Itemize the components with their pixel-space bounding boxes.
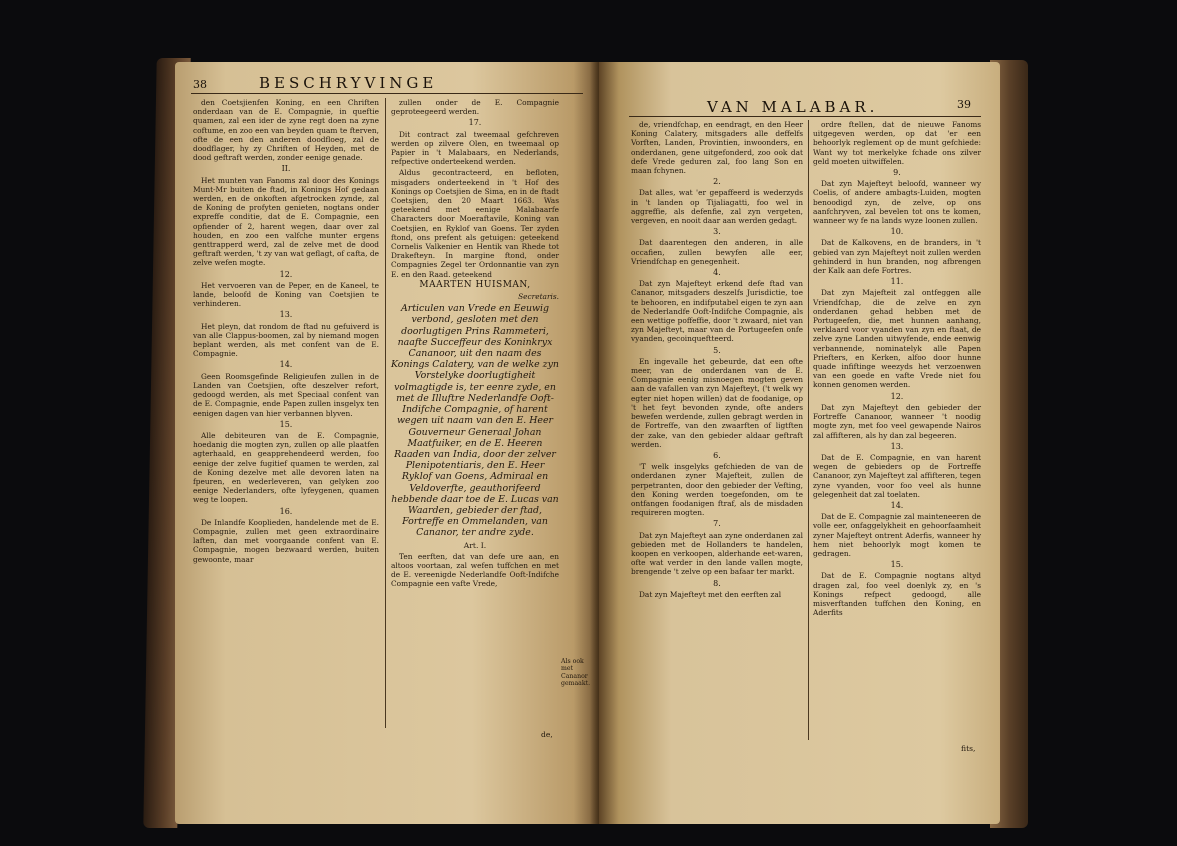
paragraph: De Inlandfe Kooplieden, handelende met de E. Compagnie, zullen met geen extraordinaire laften, dan met voorgaande confent van E. Compagnie, mogen bezwaard werden, buiten gewoonte, maar [193, 517, 379, 564]
article-number: 14. [279, 360, 293, 370]
paragraph: Dat zyn Majefteyt erkend defe ftad van Cananor, mitsgaders deszelfs Jurisdictie, toe te behooren, en indifputabel eigen te zyn aan de Nederlandfe Ooft-Indifche Compagnie, als een wettige poffeffie, door 't zwaard, niet van zyn Majefteyt, maar van de Portugeefen onfe vyanden, gecoinqueftteerd. [631, 279, 803, 344]
article-heading: Art. I. [463, 540, 487, 550]
paragraph: Dit contract zal tweemaal gefchreven werden op zilvere Olen, en tweemaal op Papier in 't Malabaars, en Nederlands, refpective onderteekend werden. [391, 129, 559, 167]
article-number: 12. [890, 391, 904, 401]
right-page [599, 62, 1000, 824]
left-page-column-2 [391, 98, 559, 591]
paragraph: Geen Roomsgefinde Religieufen zullen in de Landen van Coetsjien, ofte deszelver refort, gedoogd werden, als met Speciaal confent van de E. Compagnie, ende Papen zullen insgelyx ten eenigen dagen van hier verbannen blyven. [193, 371, 379, 418]
article-number: 13. [279, 310, 293, 320]
article-number: 9. [893, 168, 901, 178]
paragraph: de, vriendfchap, en eendragt, en den Heer Koning Calatery, mitsgaders alle deffelfs Vorften, Landen, Provintien, inwoonders, en onderdanen, gene uitgefonderd, zoo ook dat defe Vrede geduren zal, foo lang Son en maan fchynen. [631, 120, 803, 176]
paragraph: Het munten van Fanoms zal door des Konings Munt-Mr buiten de ftad, in Konings Hof gedaan werden, en de onkoften afgetrocken zynde, zal de Koning de profyten genieten, nogtans onder expreffe conditie, dat de E. Compagnie, een opfiender of 2, harent wegen, daar over zal houden, en zoo een valfche munter ergens genttrapperd werd, zal de zelve met de dood geftraft werden, 't zy van wat geflagt, of cafta, de zelve wefen mogte. [193, 175, 379, 268]
running-head-right: VAN MALABAR. [707, 98, 879, 116]
paragraph: Ten eerften, dat van defe ure aan, en altoos voortaan, zal wefen tuffchen en met de E. vereenigde Nederlandfe Ooft-Indifche Compagnie een vafte Vrede, [391, 551, 559, 589]
header-rule-left [191, 93, 583, 94]
paragraph: Dat zyn Majefteit zal ontfeggen alle Vriendfchap, die de zelve en zyn onderdanen gehad hebben met de Portugeefen, die, met hunnen aanhang, verklaard voor vyanden van zyn en ftaat, de zelve zyne Landen uitwyfende, ende eenwig verbannende, nominatelyk alle Papen Priefters, en Kerken, alfoo door hunne quade infiftinge weezyds het verzoenwen van een goede en vafte Vrede niet fou konnen genomen werden. [813, 288, 981, 390]
paragraph: En ingevalle het gebeurde, dat een ofte meer, van de onderdanen van de E. Compagnie eenig misnoegen mogten geven aan de vafallen van zyn Majefteyt, ('t welk wy egter niet hopen willen) dat de foodanige, op 't het feyt bevonden zynde, ofte anders bewefen werdende, zullen gebragt werden in de Fortreffe, van den zwaarften of ligtften der zake, van den gebieder aldaar geftraft werden. [631, 356, 803, 449]
header-rule-right [629, 116, 981, 117]
column-divider-left [385, 98, 386, 728]
page-number-right: 39 [957, 98, 971, 111]
article-number: 12. [279, 269, 293, 279]
article-number: II. [281, 164, 291, 174]
paragraph: Dat de E. Compagnie zal mainteneeren de volle eer, onfaggelykheit en gehoorfaamheit zyner Majefteyt ontrent Aderfis, wanneer hy hem niet behoorlyk mogt komen te gedragen. [813, 512, 981, 558]
article-number: 15. [279, 419, 293, 429]
paragraph: Dat zyn Majefteyt met den eerften zal [639, 589, 782, 599]
article-number: 16. [279, 506, 293, 516]
page-number-left: 38 [193, 78, 207, 91]
paragraph: Het vervoeren van de Peper, en de Kaneel, te lande, beloofd de Koning van Coetsjien te verhinderen. [193, 280, 379, 309]
article-number: 15. [890, 560, 904, 570]
treaty-title: Articulen van Vrede en Eeuwig verbond, gesloten met den doorlugtigen Prins Rammeteri, naafte Succeffeur des Koninkryx Cananoor, uit den naam des Konings Calatery, van de welke zyn Vorstelyke doorlugtigheit volmagtigde is, ter eenre zyde, en met de Illuftre Nederlandfe Ooft-Indifche Compagnie, of harent wegen uit naam van den E. Heer Gouverneur Generaal Johan Maatfuiker, en de E. Heeren Raaden van India, door der zelver Plenipotentiaris, den E. Heer Ryklof van Goens, Admiraal en Veldoverfte, geauthorifeerd hebbende daar toe de E. Lucas van Waarden, gebieder der ftad, Fortreffe en Ommelanden, van Cananor, ter andre zyde. [391, 303, 559, 539]
signature: MAARTEN HUISMAN, [419, 279, 531, 290]
catchword-right: fits, [961, 744, 976, 753]
paragraph: Alle debiteuren van de E. Compagnie, hoedanig die mogten zyn, zullen op alle plaatfen agterhaald, en geapprehendeerd werden, foo eenige der zelve fugitief quamen te werden, zal de Koning dezelve met alle devoren laten na fpeuren, en wederleveren, van gelyken zoo eenige Nederlanders, ofte lyfeygenen, quamen weg te loopen. [193, 430, 379, 505]
catchword-left: de, [541, 730, 553, 739]
running-head-left: BESCHRYVINGE [259, 74, 438, 92]
paragraph: 'T welk insgelyks gefchieden de van de onderdanen zyner Majefteit, zullen de perpetranten, door den gebieder der Vefting, den Koning werden toegefonden, om te ontfangen foodanigen ftraf, als de misdaden requireren mogten. [631, 462, 803, 518]
article-number: 13. [890, 441, 904, 451]
article-number: 8. [713, 578, 721, 588]
column-divider-right [808, 120, 809, 740]
paragraph: Dat daarentegen den anderen, in alle occafien, zullen bewyfen alle eer, Vriendfchap en genegenheit. [631, 238, 803, 266]
paragraph: Dat zyn Majefteyt aan zyne onderdanen zal gebieden met de Hollanders te handelen, koopen en verkoopen, alderhande eet-waren, ofte wat verder in den lande vallen mogte, brengende 't zelve op een bafaar ter markt. [631, 530, 803, 577]
left-page [175, 62, 599, 824]
right-page-column-1 [631, 120, 803, 601]
paragraph: Dat de E. Compagnie nogtans altyd dragen zal, foo veel doenlyk zy, en 's Konings refpect gedoogd, alle misverftanden tuffchen den Koning, en Aderfits [813, 571, 981, 618]
paragraph: ordre ftellen, dat de nieuwe Fanoms uitgegeven werden, op dat 'er een behoorlyk reglement op de munt gefchiede: Want wy tot merkelyke fchade ons zilver geld moeten uitwiffelen. [813, 120, 981, 166]
left-page-column-1 [193, 98, 379, 566]
paragraph: zullen onder de E. Compagnie geproteegeerd werden. [391, 98, 559, 117]
article-number: 10. [890, 227, 904, 237]
article-number: 2. [713, 177, 721, 187]
margin-note: Als ook met Cananor gemaakt. [561, 658, 591, 688]
paragraph: Dat zyn Majefteyt beloofd, wanneer wy Coelis, of andere ambagts-Luiden, mogten benoodigd zyn, de zelve, op ons aanfchryven, zal bevelen tot ons te komen, wanneer wy fe na lands wyze loonen zullen. [813, 179, 981, 226]
article-number: 14. [890, 500, 904, 510]
article-number: 11. [890, 277, 904, 287]
paragraph: Dat de Kalkovens, en de branders, in 't gebied van zyn Majefteyt noit zullen werden gehinderd in hun branden, nog afbrengen der Kalk aan defe Fortres. [813, 238, 981, 276]
paragraph: den Coetsjienfen Koning, en een Chriften onderdaan van de E. Compagnie, in queftie quamen, zal een ider de zyne regt doen na zyne coftume, en zoo een van beyden quam te fterven, ofte de een den anderen doodfloeg, zal de doodflager, hy zy Chriften of Heyden, met de dood geftraft werden, zonder eenige genade. [193, 98, 379, 163]
paragraph: Dat de E. Compagnie, en van harent wegen de gebieders op de Fortreffe Cananoor, zyn Majefteyt zal affifteren, tegen zyne vyanden, voor foo veel als hunne gelegenheit dat zal toelaten. [813, 452, 981, 499]
paragraph: Aldus gecontracteerd, en befloten, misgaders onderteekend in 't Hof des Konings op Coetsjien de Sima, en in de ftadt Coetsjien, den 20 Maart 1663. Was geteekend met eenige Malabaarfe Characters door Moeraftavile, Koning van Coetsjien, en Ryklof van Goens. Ter zyden ftond, ons prefent als getuigen: geteekend Cornelis Valkenier en Hentik van Rhede tot Drakefteyn. In margine ftond, onder Compagnies Zegel ter Ordonnantie van zyn E. en den Raad. geteekend [391, 168, 559, 279]
paragraph: Dat zyn Majefteyt den gebieder der Fortreffe Cananoor, wanneer 't noodig mogte zyn, met foo veel gewapende Nairos zal affifteren, als hy dan zal begeeren. [813, 402, 981, 440]
right-page-column-2 [813, 120, 981, 619]
secretary-line: Secretaris. [518, 292, 559, 302]
paragraph: Dat alles, wat 'er gepaffeerd is wederzyds in 't landen op Tijaliagatti, foo wel in aggreffie, als defenfie, zal zyn vergeten, vergeven, en nooit daar aan werden gedagt. [631, 188, 803, 226]
paragraph: Het pleyn, dat rondom de ftad nu gefuiverd is van alle Clappus-boomen, zal by niemand mogen beplant werden, als met confent van de E. Compagnie. [193, 321, 379, 359]
article-number: 7. [713, 519, 721, 529]
article-number: 3. [713, 227, 721, 237]
article-number: 17. [468, 118, 482, 128]
article-number: 5. [713, 345, 721, 355]
article-number: 4. [713, 268, 721, 278]
article-number: 6. [713, 450, 721, 460]
